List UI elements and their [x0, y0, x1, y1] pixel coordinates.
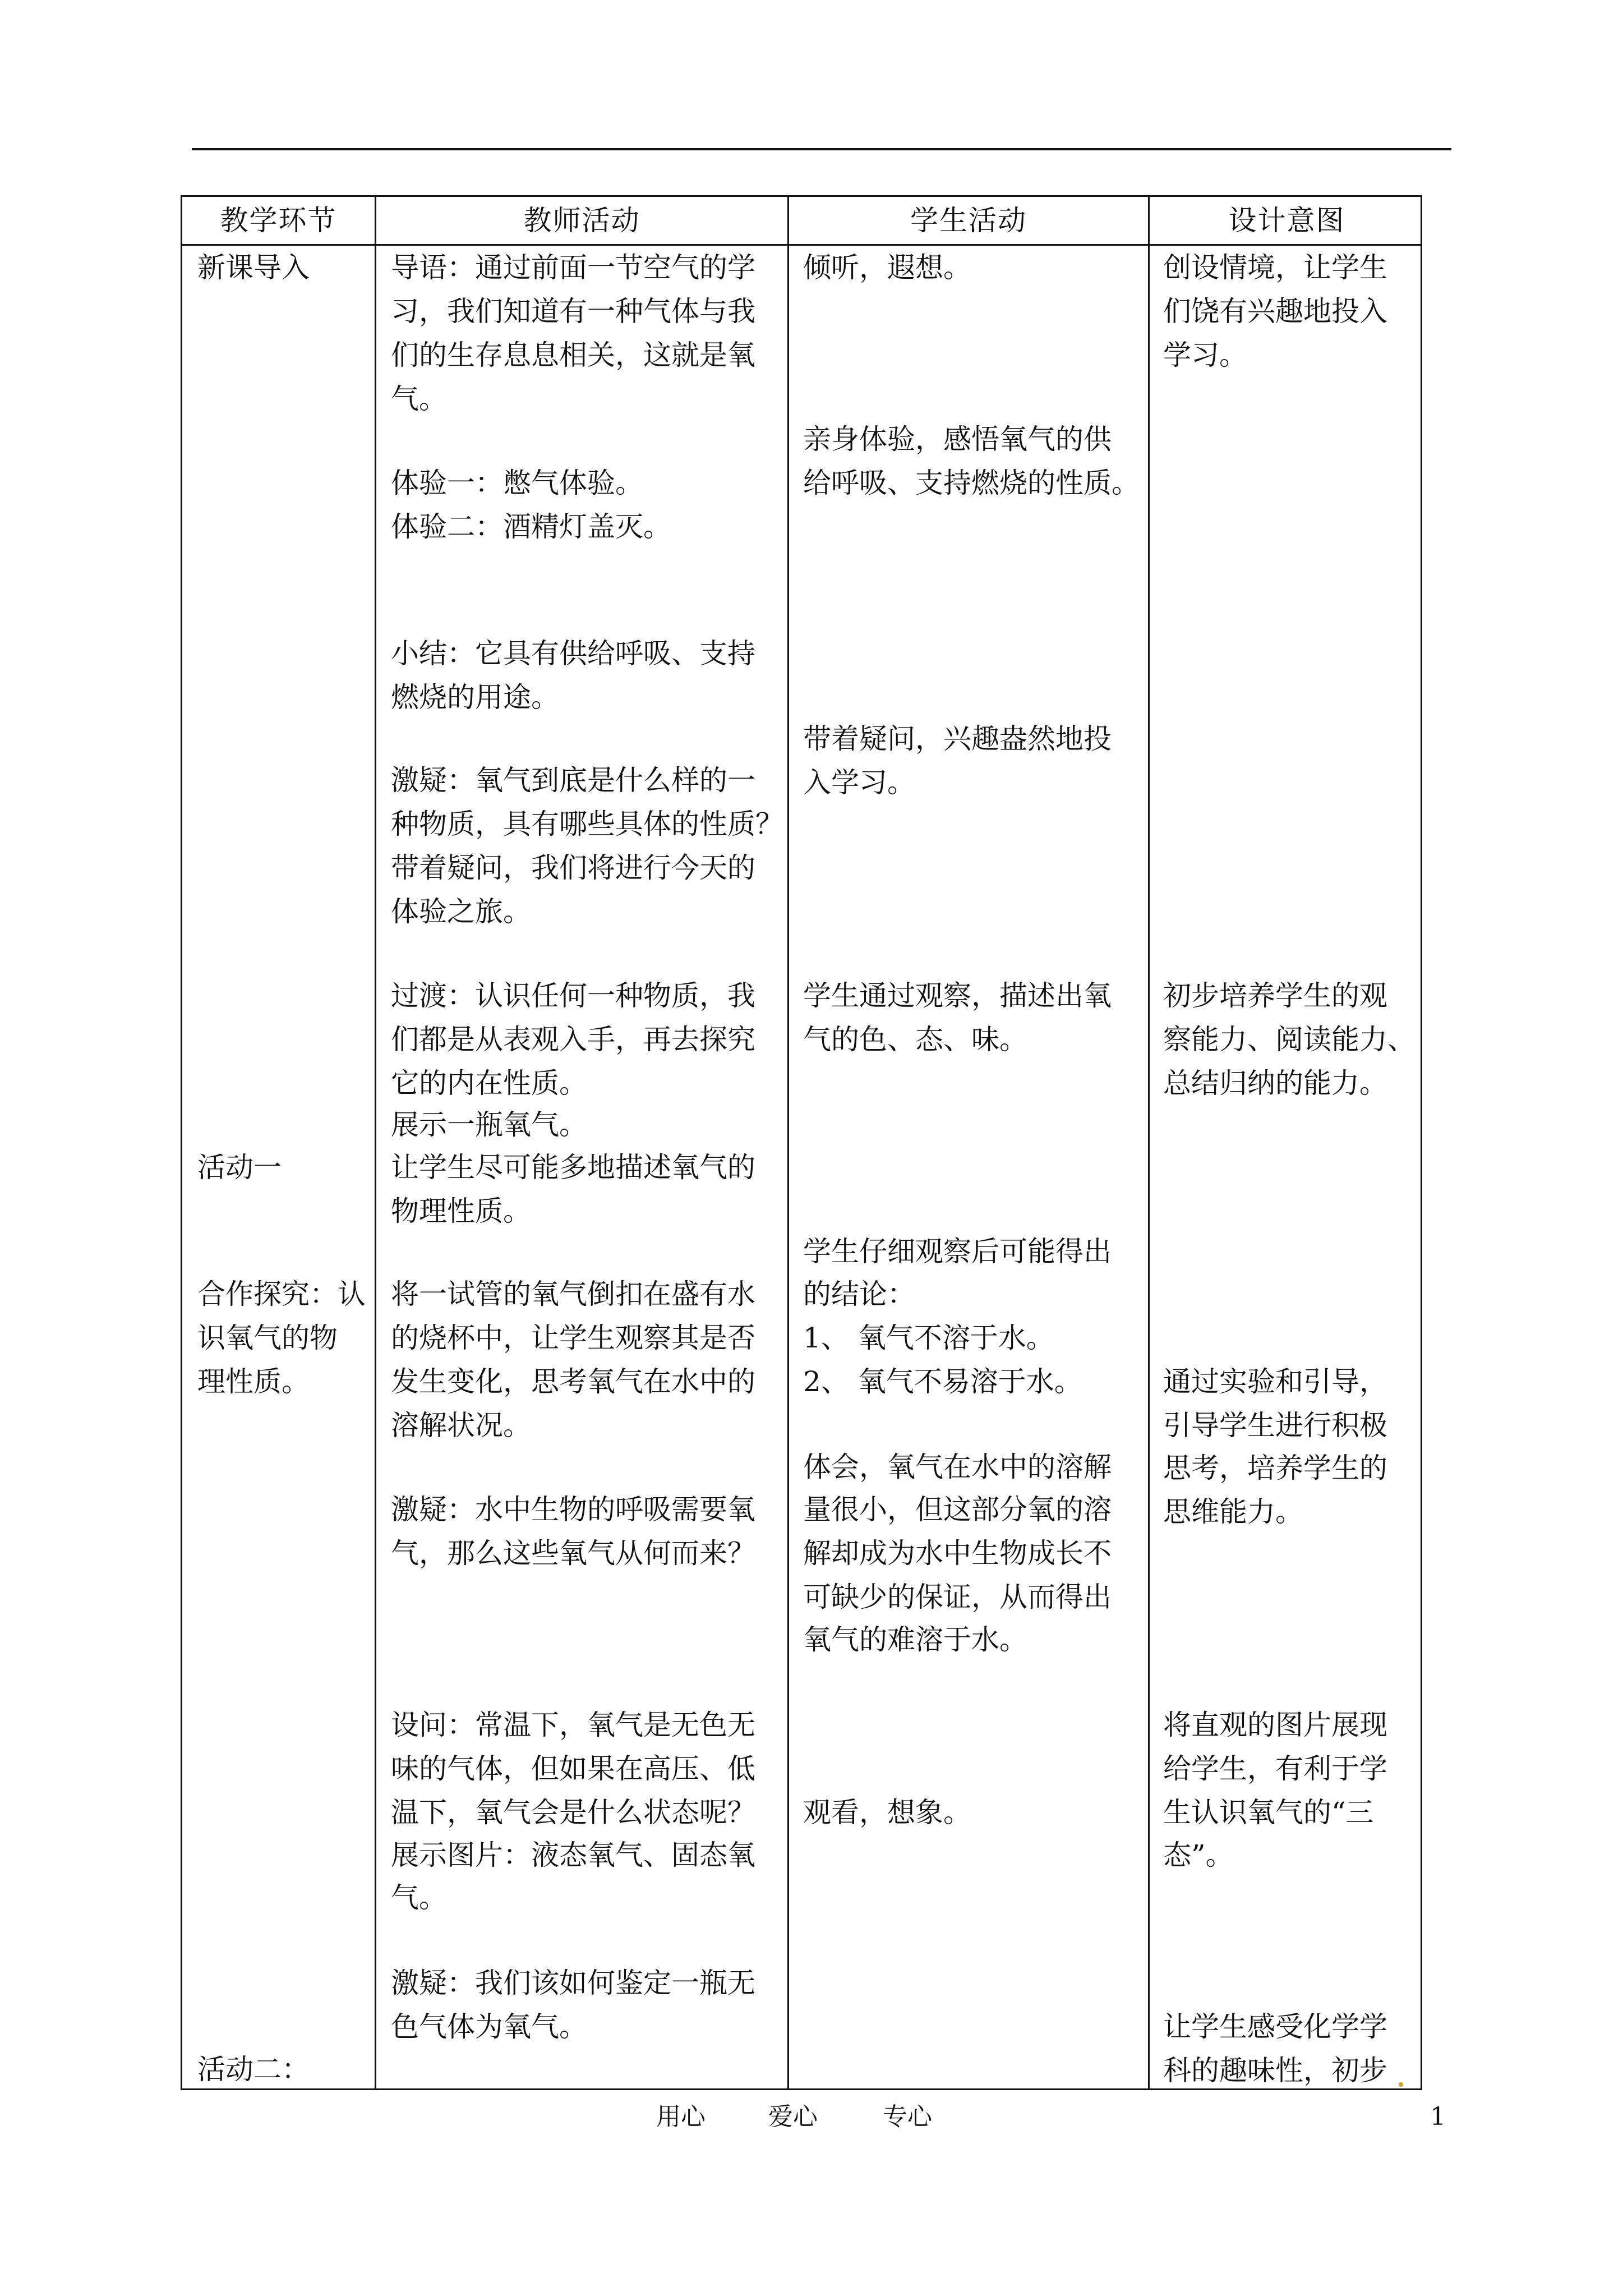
- intent-line: 引导学生进行积极: [1163, 1409, 1387, 1442]
- teacher-line: 展示一瓶氧气。: [391, 1108, 587, 1141]
- intent-line: 思考，培养学生的: [1163, 1452, 1387, 1484]
- header-cell-stage: 教学环节: [220, 204, 337, 237]
- student-line: 的结论：: [803, 1278, 915, 1310]
- intent-line: 态”。: [1163, 1839, 1234, 1871]
- teacher-line: 们都是从表观入手，再去探究: [391, 1023, 755, 1056]
- student-line: 体会，氧气在水中的溶解: [803, 1451, 1112, 1483]
- teacher-line: 体验之旅。: [391, 895, 531, 928]
- stage-explore-line: 理性质。: [197, 1365, 310, 1398]
- student-line: 氧气的难溶于水。: [803, 1623, 1027, 1656]
- teacher-line: 气。: [391, 383, 447, 415]
- teacher-line: 它的内在性质。: [391, 1067, 587, 1099]
- teacher-line: 气，那么这些氧气从何而来？: [391, 1537, 755, 1570]
- teacher-line: 的烧杯中，让学生观察其是否: [391, 1322, 755, 1354]
- teacher-line: 种物质，具有哪些具体的性质？: [391, 808, 783, 840]
- column-divider: [1148, 197, 1150, 2088]
- stage-intro: 新课导入: [197, 251, 310, 284]
- student-line: 量很小，但这部分氧的溶: [803, 1493, 1112, 1526]
- student-line: 带着疑问，兴趣盎然地投: [803, 723, 1112, 755]
- intent-line: 创设情境，让学生: [1163, 251, 1387, 284]
- header-cell-student: 学生活动: [910, 204, 1027, 237]
- stage-activity-one: 活动一: [197, 1151, 282, 1184]
- teacher-line: 小结：它具有供给呼吸、支持: [391, 637, 755, 670]
- teacher-line: 激疑：氧气到底是什么样的一: [391, 764, 755, 797]
- intent-line: 将直观的图片展现: [1163, 1709, 1387, 1741]
- teacher-line: 过渡：认识任何一种物质，我: [391, 979, 755, 1012]
- marker-dot: [1399, 2082, 1403, 2087]
- teacher-line: 激疑：水中生物的呼吸需要氧: [391, 1493, 755, 1526]
- teacher-line: 导语：通过前面一节空气的学: [391, 251, 755, 284]
- student-line: 倾听，遐想。: [803, 251, 971, 284]
- intent-line: 科的趣味性，初步: [1163, 2054, 1387, 2087]
- footer-motto-1: 用心: [656, 2102, 706, 2131]
- student-line: 1、 氧气不溶于水。: [803, 1322, 1054, 1354]
- student-line: 气的色、态、味。: [803, 1023, 1027, 1056]
- footer-motto-2: 爱心: [768, 2102, 818, 2131]
- intent-line: 让学生感受化学学: [1163, 2010, 1387, 2043]
- teacher-line: 习，我们知道有一种气体与我: [391, 295, 755, 328]
- header-cell-teacher: 教师活动: [523, 204, 640, 237]
- intent-line: 思维能力。: [1163, 1496, 1303, 1528]
- student-line: 学生仔细观察后可能得出: [803, 1235, 1112, 1268]
- teacher-line: 体验二：酒精灯盖灭。: [391, 510, 671, 543]
- teacher-line: 色气体为氧气。: [391, 2010, 587, 2043]
- header-cell-intent: 设计意图: [1228, 204, 1345, 237]
- teacher-line: 气。: [391, 1881, 447, 1914]
- column-divider: [375, 197, 376, 2088]
- intent-line: 察能力、阅读能力、: [1163, 1023, 1415, 1056]
- teacher-line: 体验一：憋气体验。: [391, 467, 643, 499]
- teacher-line: 温下，氧气会是什么状态呢？: [391, 1796, 755, 1829]
- student-line: 学生通过观察，描述出氧: [803, 979, 1112, 1012]
- teacher-line: 激疑：我们该如何鉴定一瓶无: [391, 1967, 755, 1999]
- header-rule: [192, 148, 1451, 150]
- teacher-line: 们的生存息息相关，这就是氧: [391, 339, 755, 371]
- teacher-line: 带着疑问，我们将进行今天的: [391, 852, 755, 884]
- stage-explore-line: 识氧气的物: [197, 1322, 338, 1354]
- intent-line: 通过实验和引导，: [1163, 1365, 1387, 1398]
- teacher-line: 溶解状况。: [391, 1409, 531, 1442]
- intent-line: 初步培养学生的观: [1163, 979, 1387, 1012]
- teacher-line: 味的气体，但如果在高压、低: [391, 1752, 755, 1785]
- student-line: 解却成为水中生物成长不: [803, 1537, 1112, 1570]
- teacher-line: 设问：常温下，氧气是无色无: [391, 1709, 755, 1741]
- stage-activity-two: 活动二：: [197, 2053, 310, 2086]
- intent-line: 生认识氧气的“三: [1163, 1796, 1374, 1829]
- student-line: 可缺少的保证，从而得出: [803, 1581, 1112, 1613]
- student-line: 观看，想象。: [803, 1796, 971, 1829]
- student-line: 亲身体验，感悟氧气的供: [803, 423, 1112, 455]
- intent-line: 总结归纳的能力。: [1163, 1067, 1387, 1099]
- column-divider: [787, 197, 789, 2088]
- teacher-line: 发生变化，思考氧气在水中的: [391, 1365, 755, 1398]
- stage-explore-line: 合作探究：认: [197, 1278, 366, 1310]
- student-line: 给呼吸、支持燃烧的性质。: [803, 467, 1140, 499]
- teacher-line: 让学生尽可能多地描述氧气的: [391, 1151, 755, 1184]
- teacher-line: 展示图片：液态氧气、固态氧: [391, 1839, 755, 1871]
- footer-motto-3: 专心: [883, 2102, 932, 2131]
- intent-line: 学习。: [1163, 339, 1247, 371]
- teacher-line: 燃烧的用途。: [391, 681, 559, 714]
- intent-line: 给学生，有利于学: [1163, 1752, 1387, 1785]
- intent-line: 们饶有兴趣地投入: [1163, 295, 1387, 328]
- teacher-line: 物理性质。: [391, 1195, 531, 1227]
- student-line: 入学习。: [803, 766, 915, 799]
- page-number: 1: [1430, 2102, 1446, 2131]
- student-line: 2、 氧气不易溶于水。: [803, 1365, 1082, 1398]
- teacher-line: 将一试管的氧气倒扣在盛有水: [391, 1278, 755, 1310]
